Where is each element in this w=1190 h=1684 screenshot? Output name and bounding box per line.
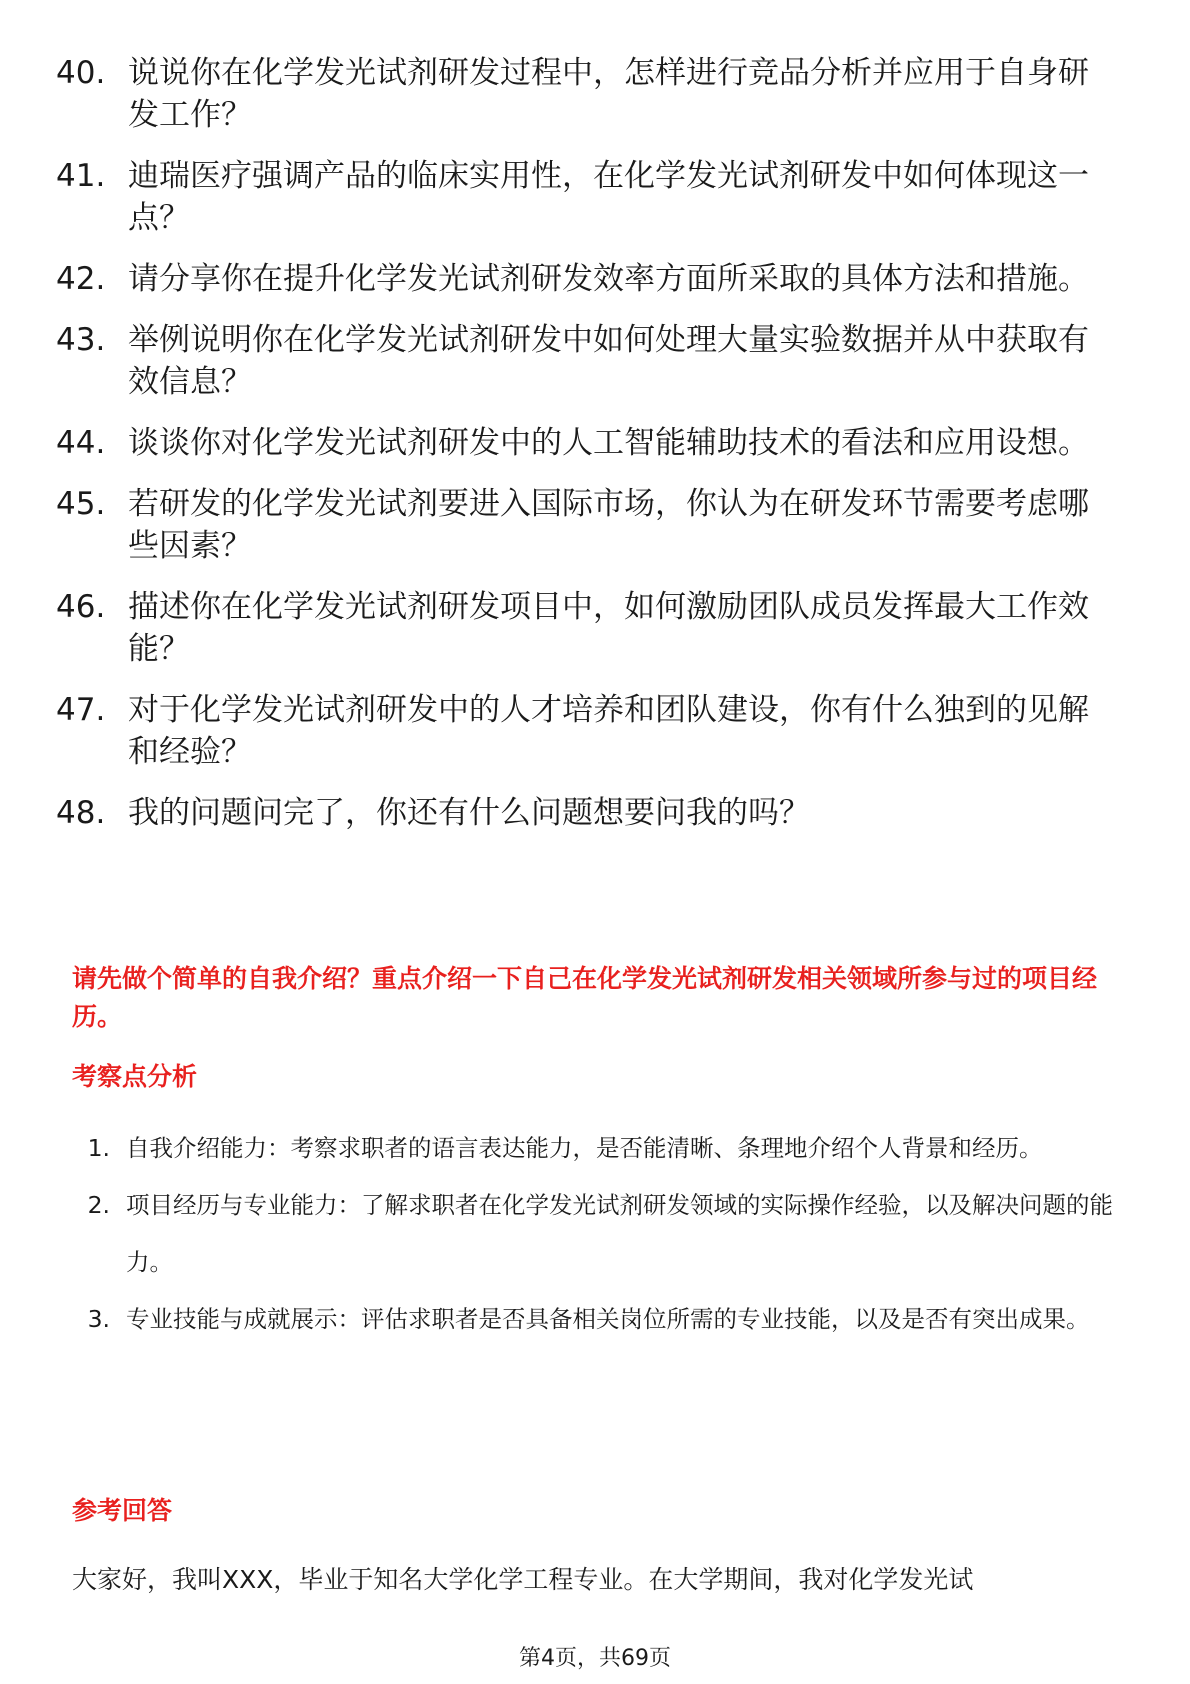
analysis-number: 1. bbox=[87, 1134, 110, 1162]
question-list bbox=[56, 52, 1116, 853]
list-item bbox=[56, 483, 1116, 567]
page-number: 第4页，共69页 bbox=[519, 1646, 671, 1671]
answer-heading: 参考回答 bbox=[72, 1496, 173, 1525]
question-number: 48. bbox=[56, 795, 106, 831]
list-item bbox=[72, 1177, 1122, 1291]
question-text: 对于化学发光试剂研发中的人才培养和团队建设，你有什么独到的见解和经验？ bbox=[128, 692, 1089, 770]
analysis-text: 专业技能与成就展示：评估求职者是否具备相关岗位所需的专业技能，以及是否有突出成果。 bbox=[126, 1305, 1090, 1333]
list-item bbox=[72, 1291, 1122, 1348]
answer-paragraph: 大家好，我叫XXX，毕业于知名大学化学工程专业。在大学期间，我对化学发光试 bbox=[72, 1565, 974, 1594]
question-number: 45. bbox=[56, 486, 106, 522]
list-item bbox=[56, 258, 1116, 300]
analysis-heading: 考察点分析 bbox=[72, 1062, 198, 1091]
list-item bbox=[56, 52, 1116, 136]
list-item bbox=[56, 422, 1116, 464]
question-text: 迪瑞医疗强调产品的临床实用性，在化学发光试剂研发中如何体现这一点？ bbox=[128, 158, 1089, 236]
question-text: 若研发的化学发光试剂要进入国际市场，你认为在研发环节需要考虑哪些因素？ bbox=[128, 486, 1089, 564]
question-number: 47. bbox=[56, 692, 106, 728]
analysis-text: 自我介绍能力：考察求职者的语言表达能力，是否能清晰、条理地介绍个人背景和经历。 bbox=[126, 1134, 1043, 1162]
analysis-list bbox=[72, 1120, 1122, 1348]
list-item bbox=[72, 1120, 1122, 1177]
list-item bbox=[56, 792, 1116, 834]
question-text: 说说你在化学发光试剂研发过程中，怎样进行竞品分析并应用于自身研发工作？ bbox=[128, 55, 1089, 133]
main-question-heading: 请先做个简单的自我介绍？重点介绍一下自己在化学发光试剂研发相关领域所参与过的项目经历。 bbox=[72, 964, 1098, 1031]
question-number: 42. bbox=[56, 261, 106, 297]
question-number: 41. bbox=[56, 158, 106, 194]
list-item bbox=[56, 155, 1116, 239]
question-number: 43. bbox=[56, 322, 106, 358]
list-item bbox=[56, 689, 1116, 773]
question-text: 请分享你在提升化学发光试剂研发效率方面所采取的具体方法和措施。 bbox=[128, 261, 1089, 297]
analysis-number: 2. bbox=[87, 1191, 110, 1219]
question-text: 举例说明你在化学发光试剂研发中如何处理大量实验数据并从中获取有效信息？ bbox=[128, 322, 1089, 400]
analysis-text: 项目经历与专业能力：了解求职者在化学发光试剂研发领域的实际操作经验，以及解决问题的能力。 bbox=[126, 1191, 1113, 1276]
question-text: 我的问题问完了，你还有什么问题想要问我的吗？ bbox=[128, 795, 810, 831]
list-item bbox=[56, 319, 1116, 403]
question-number: 46. bbox=[56, 589, 106, 625]
list-item bbox=[56, 586, 1116, 670]
question-text: 谈谈你对化学发光试剂研发中的人工智能辅助技术的看法和应用设想。 bbox=[128, 425, 1089, 461]
question-number: 44. bbox=[56, 425, 106, 461]
question-text: 描述你在化学发光试剂研发项目中，如何激励团队成员发挥最大工作效能？ bbox=[128, 589, 1089, 667]
question-number: 40. bbox=[56, 55, 106, 91]
analysis-number: 3. bbox=[87, 1305, 110, 1333]
